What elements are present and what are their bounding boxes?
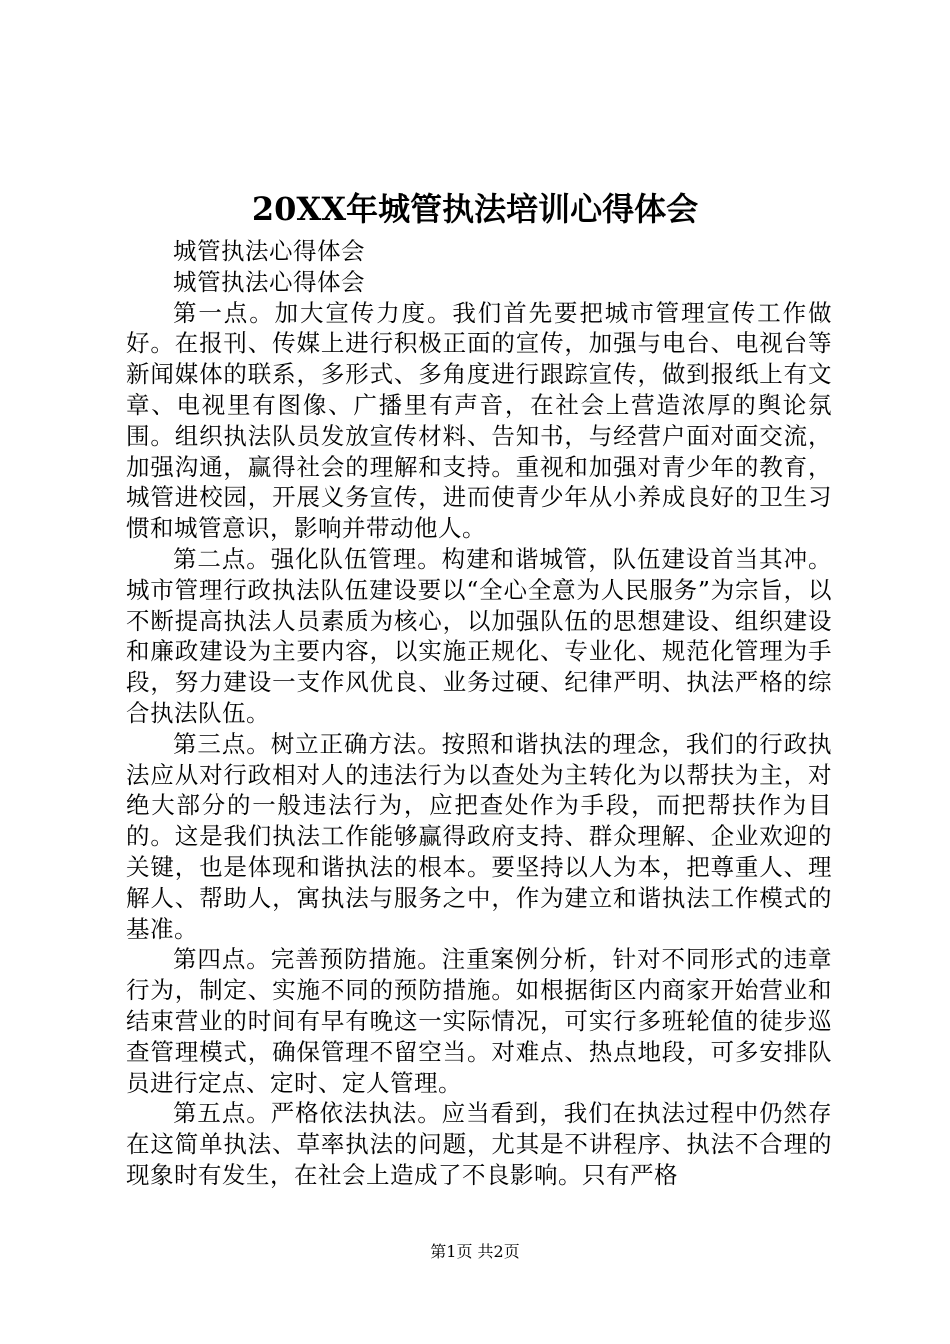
paragraph-point-2: 第二点。强化队伍管理。构建和谐城管，队伍建设首当其冲。城市管理行政执法队伍建设要以“全心全意为人民服务”为宗旨，以不断提高执法人员素质为核心，以加强队伍的思想建设、组织建设和廉政建设为主要内容，以实施正规化、专业化、规范化管理为手段，努力建设一支作风优良、业务过硬、纪律严明、执法严格的综合执法队伍。: [126, 544, 832, 727]
document-title: 20XX年城管执法培训心得体会: [251, 190, 699, 228]
page-number-footer: 第1页 共2页: [430, 1242, 520, 1261]
paragraph-point-4: 第四点。完善预防措施。注重案例分析，针对不同形式的违章行为，制定、实施不同的预防措施。如根据街区内商家开始营业和结束营业的时间有早有晚这一实际情况，可实行多班轮值的徒步巡查管理模式，确保管理不留空当。对难点、热点地段，可多安排队员进行定点、定时、定人管理。: [126, 945, 832, 1097]
paragraph-point-3: 第三点。树立正确方法。按照和谐执法的理念，我们的行政执法应从对行政相对人的违法行为以查处为主转化为以帮扶为主，对绝大部分的一般违法行为，应把查处作为手段，而把帮扶作为目的。这是我们执法工作能够赢得政府支持、群众理解、企业欢迎的关键，也是体现和谐执法的根本。要坚持以人为本，把尊重人、理解人、帮助人，寓执法与服务之中，作为建立和谐执法工作模式的基准。: [126, 729, 832, 943]
paragraph-point-5: 第五点。严格依法执法。应当看到，我们在执法过程中仍然存在这简单执法、草率执法的问题，尤其是不讲程序、执法不合理的现象时有发生，在社会上造成了不良影响。只有严格: [126, 1099, 832, 1189]
paragraph-subtitle-2: 城管执法心得体会: [173, 267, 365, 296]
document-body: [126, 236, 832, 1191]
paragraph-point-1: 第一点。加大宣传力度。我们首先要把城市管理宣传工作做好。在报刊、传媒上进行积极正面的宣传，加强与电台、电视台等新闻媒体的联系，多形式、多角度进行跟踪宣传，做到报纸上有文章、电视里有图像、广播里有声音，在社会上营造浓厚的舆论氛围。组织执法队员发放宣传材料、告知书，与经营户面对面交流，加强沟通，赢得社会的理解和支持。重视和加强对青少年的教育，城管进校园，开展义务宣传，进而使青少年从小养成良好的卫生习惯和城管意识，影响并带动他人。: [126, 298, 832, 543]
paragraph-subtitle-1: 城管执法心得体会: [173, 237, 365, 265]
